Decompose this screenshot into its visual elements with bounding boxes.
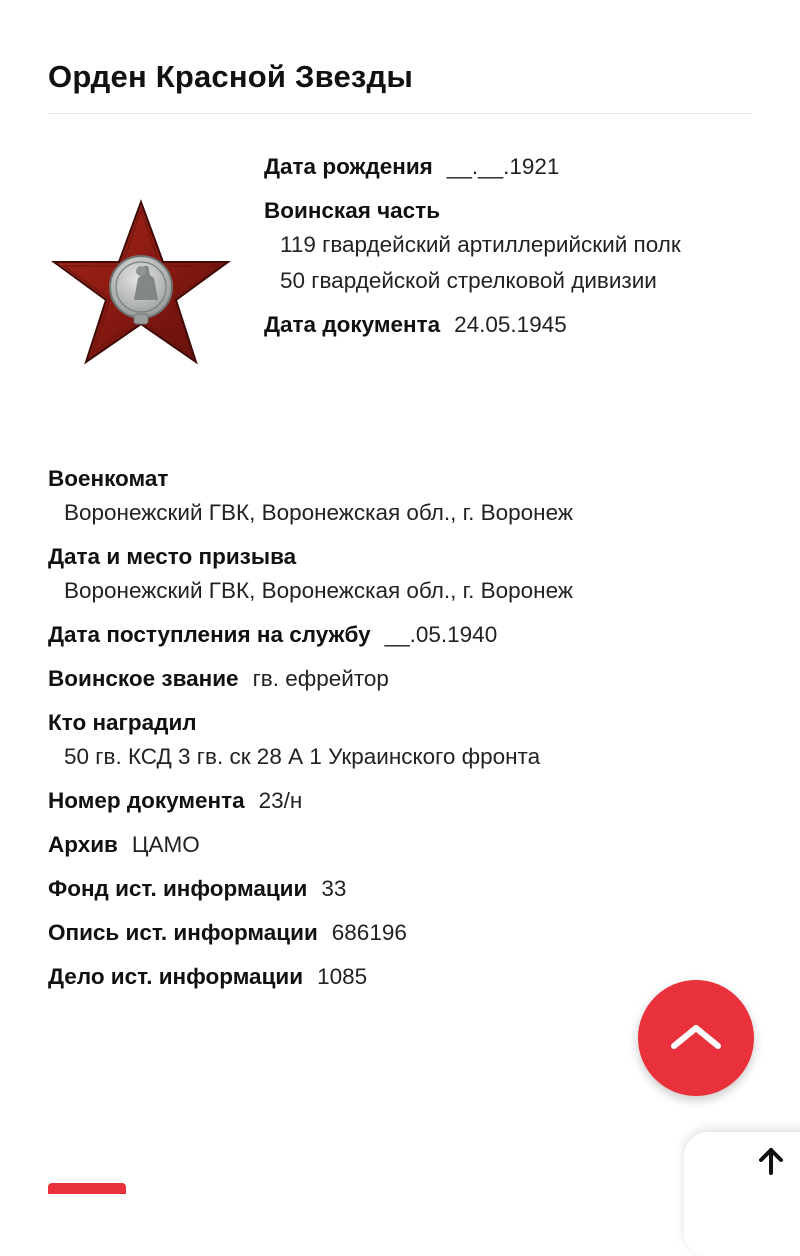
field-label: Фонд ист. информации [48,876,308,901]
field-conscription-place [48,540,758,609]
bottom-accent-chip [48,1183,126,1194]
field-label: Дата документа [264,312,441,337]
field-case [48,960,758,994]
field-label: Военкомат [48,466,169,491]
field-value: 119 гвардейский артиллерийский полк 50 гвардейской стрелковой дивизии [280,232,681,293]
field-service-start-date [48,618,758,652]
field-document-number [48,784,758,818]
field-label: Дата и место призыва [48,544,297,569]
field-value: 23/н [258,788,303,813]
field-value: Воронежский ГВК, Воронежская обл., г. Воронеж [64,500,573,525]
field-birth-date [264,150,764,184]
award-primary-fields [264,150,764,352]
field-label: Дата рождения [264,154,433,179]
field-military-rank [48,662,758,696]
field-inventory [48,916,758,950]
field-label: Номер документа [48,788,245,813]
field-value: __.__.1921 [446,154,560,179]
field-value: 1085 [317,964,368,989]
field-label: Кто наградил [48,710,197,735]
scroll-to-top-button[interactable] [638,980,754,1096]
field-label: Дата поступления на службу [48,622,371,647]
header-divider [48,113,752,114]
share-icon [752,1146,790,1188]
field-awarded-by [48,706,758,775]
field-label: Дело ист. информации [48,964,304,989]
field-value: гв. ефрейтор [252,666,389,691]
field-value: 50 гв. КСД 3 гв. ск 28 А 1 Украинского фронта [64,744,541,769]
page-title: Орден Красной Звезды [48,58,414,94]
field-value: __.05.1940 [384,622,498,647]
field-value: ЦАМО [131,832,200,857]
field-value: Воронежский ГВК, Воронежская обл., г. Воронеж [64,578,573,603]
field-fund [48,872,758,906]
field-enlistment-office [48,462,758,531]
chevron-up-icon [669,1021,723,1055]
award-secondary-fields [48,462,758,1004]
award-image [48,196,248,396]
field-value: 686196 [331,920,407,945]
field-archive [48,828,758,862]
red-star-icon [48,196,234,376]
field-document-date [264,308,764,342]
field-label: Архив [48,832,118,857]
field-label: Опись ист. информации [48,920,318,945]
field-label: Воинская часть [264,198,441,223]
share-panel[interactable] [684,1132,800,1256]
field-label: Воинское звание [48,666,239,691]
field-military-unit [264,194,764,299]
field-value: 24.05.1945 [454,312,567,337]
field-value: 33 [321,876,347,901]
